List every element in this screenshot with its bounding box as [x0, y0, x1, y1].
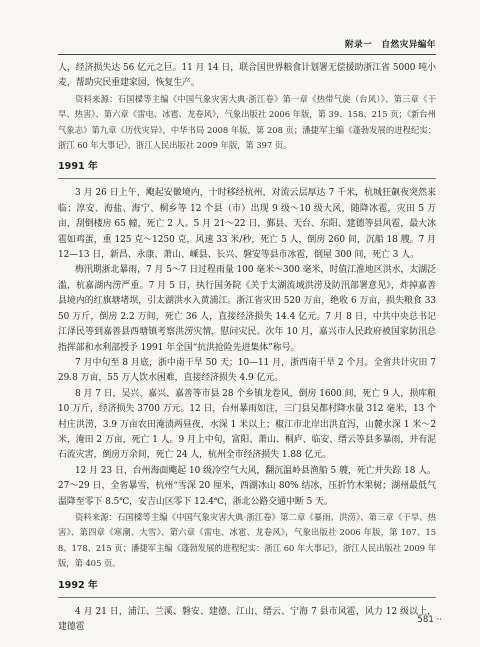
paragraph-drought: 7 月中旬至 8 月底，浙中南干旱 50 天；10—11 月，浙西南干旱 2 个月。全省共计灾田 729.8 万亩，55 万人饮水困难，直接经济损失 4.9 亿元。 [58, 357, 436, 384]
year-divider [58, 597, 436, 598]
paragraph-hail-1992: 4 月 21 日，浦江、兰溪、磐安、建德、江山、缙云、宁海 7 县市风雹，风力 12 级以上，建德雹 [58, 606, 436, 632]
year-divider [58, 178, 436, 179]
paragraph-tornado-rainstorm: 8 月 7 日，吴兴、嘉兴、嘉善等市县 28 个乡镇龙卷风，倒房 1600 间，死亡 9 人，损库粮 10 万斤，经济损失 3700 万元。12 日，台州暴雨如注，三门县吴都村降水量 312 毫米，13 个村庄洪涝，3.9 万亩农田淹渍两昼夜，水深 1 米以上；椒江市北岸出洪直泻，山麓水深 1 米～2 米，淹田 2 万亩，死亡 1 人。9 月上中旬，富阳、萧山、桐庐、临安、缙云等县多暴雨，并有泥石流灾害，倒房万余间，死亡 24 人，杭州全市经济损失 1.88 亿元。 [58, 388, 436, 461]
year-heading-1991: 1991 年 [58, 161, 98, 173]
source-note: 资料来源：石国樑等主编《中国气象灾害大典·浙江卷》第一章《热带气旋（台风）》、第三章《干旱、热害》、第六章《雷电、冰雹、龙卷风》，气象出版社 2006 年版，第 39、158、215 页；《新台州气象志》第九章《历代灾异》，中华书局 2008 年版，第 208 页；潘捷军主编《蓬勃发展的进程纪实：浙江 60 年大事记》，浙江人民出版社 2009 年版，第 397 页。 [58, 93, 436, 151]
paragraph-plum-rain-flood: 梅汛期浙北暴雨，7 月 5～7 日过程雨量 100 毫米～300 毫米，时值江淮地区洪水，太湖泛滥，杭嘉湖内涝严重。7 月 5 日，执行国务院《关于太湖流域洪涝及防汛部署意见》，炸掉嘉善县境内的红旗塘堵坝，引太湖洪水入黄浦江。浙江省灾田 520 万亩，绝收 6 万亩，损失粮食 3350 万斤，倒房 2.2 万间，死亡 36 人，直接经济损失 14.4 亿元。7 月 8 日，中共中央总书记江泽民等到嘉善县西塘镇考察洪涝灾情，慰问灾民。次年 10 月，嘉兴市人民政府被国家防汛总指挥部和水利部授予 1991 年全国“抗洪抢险先进集体”称号。 [58, 265, 436, 353]
paragraph-cold-wave-snow: 12 月 23 日，台州海面飑起 10 级冷空气大风，翻沉温岭县渔船 5 艘，死亡并失踪 18 人。27～29 日，全省暴雪，杭州“雪深 20 厘米，西湖冰山 80% 结冰，压折竹木果树；湖州最低气温降至零下 8.5℃，安吉山区零下 12.4℃，浙北公路交通中断 5 天。 [58, 465, 436, 507]
source-note: 资料来源：石国樑等主编《中国气象灾害大典·浙江卷》第二章《暴雨、洪涝》、第三章《干旱、热害》、第四章《寒潮、大雪》、第六章《雷电、冰雹、龙卷风》，气象出版社 2006 年版，第 107、158、178、215 页；潘捷军主编《蓬勃发展的进程纪实：浙江 60 年大事记》，浙江人民出版社 2009 年版，第 405 页。 [58, 511, 436, 569]
running-header: 附录一 自然灾异编年 [345, 40, 436, 50]
paragraph-continuation: 人，经济损失达 56 亿元之巨。11 月 14 日，联合国世界粮食计划署无偿援助浙江省 5000 吨小麦，帮助灾民重建家园，恢复生产。 [58, 63, 436, 89]
page-body [58, 61, 436, 635]
page-number: 581 ·· [417, 615, 442, 625]
header-rule [58, 54, 436, 55]
paragraph-hail-wind: 3 月 26 日上午，飑起安徽境内，十时移经杭州，对流云层厚达 7 千米，杭城狂飙夜突然来临；淳安、海盐、海宁、桐乡等 12 个县（市）出现 9 级～10 级大风，随降冰雹，灾田 5 万亩，刮倒楼房 65 幢，死亡 2 人。5 月 21～22 日，鄞县、天台、东阳、建德等县风雹，最大冰雹如鸡蛋，重 125 克～1250 克，风速 33 米/秒，死亡 5 人，倒房 260 间，沉船 18 艘。7 月 12—13 日，新昌、永康、萧山、嵊县、长兴、磐安等县市冰雹，倒屋 300 间，死亡 3 人。 [58, 188, 436, 261]
year-heading-1992: 1992 年 [58, 579, 98, 591]
